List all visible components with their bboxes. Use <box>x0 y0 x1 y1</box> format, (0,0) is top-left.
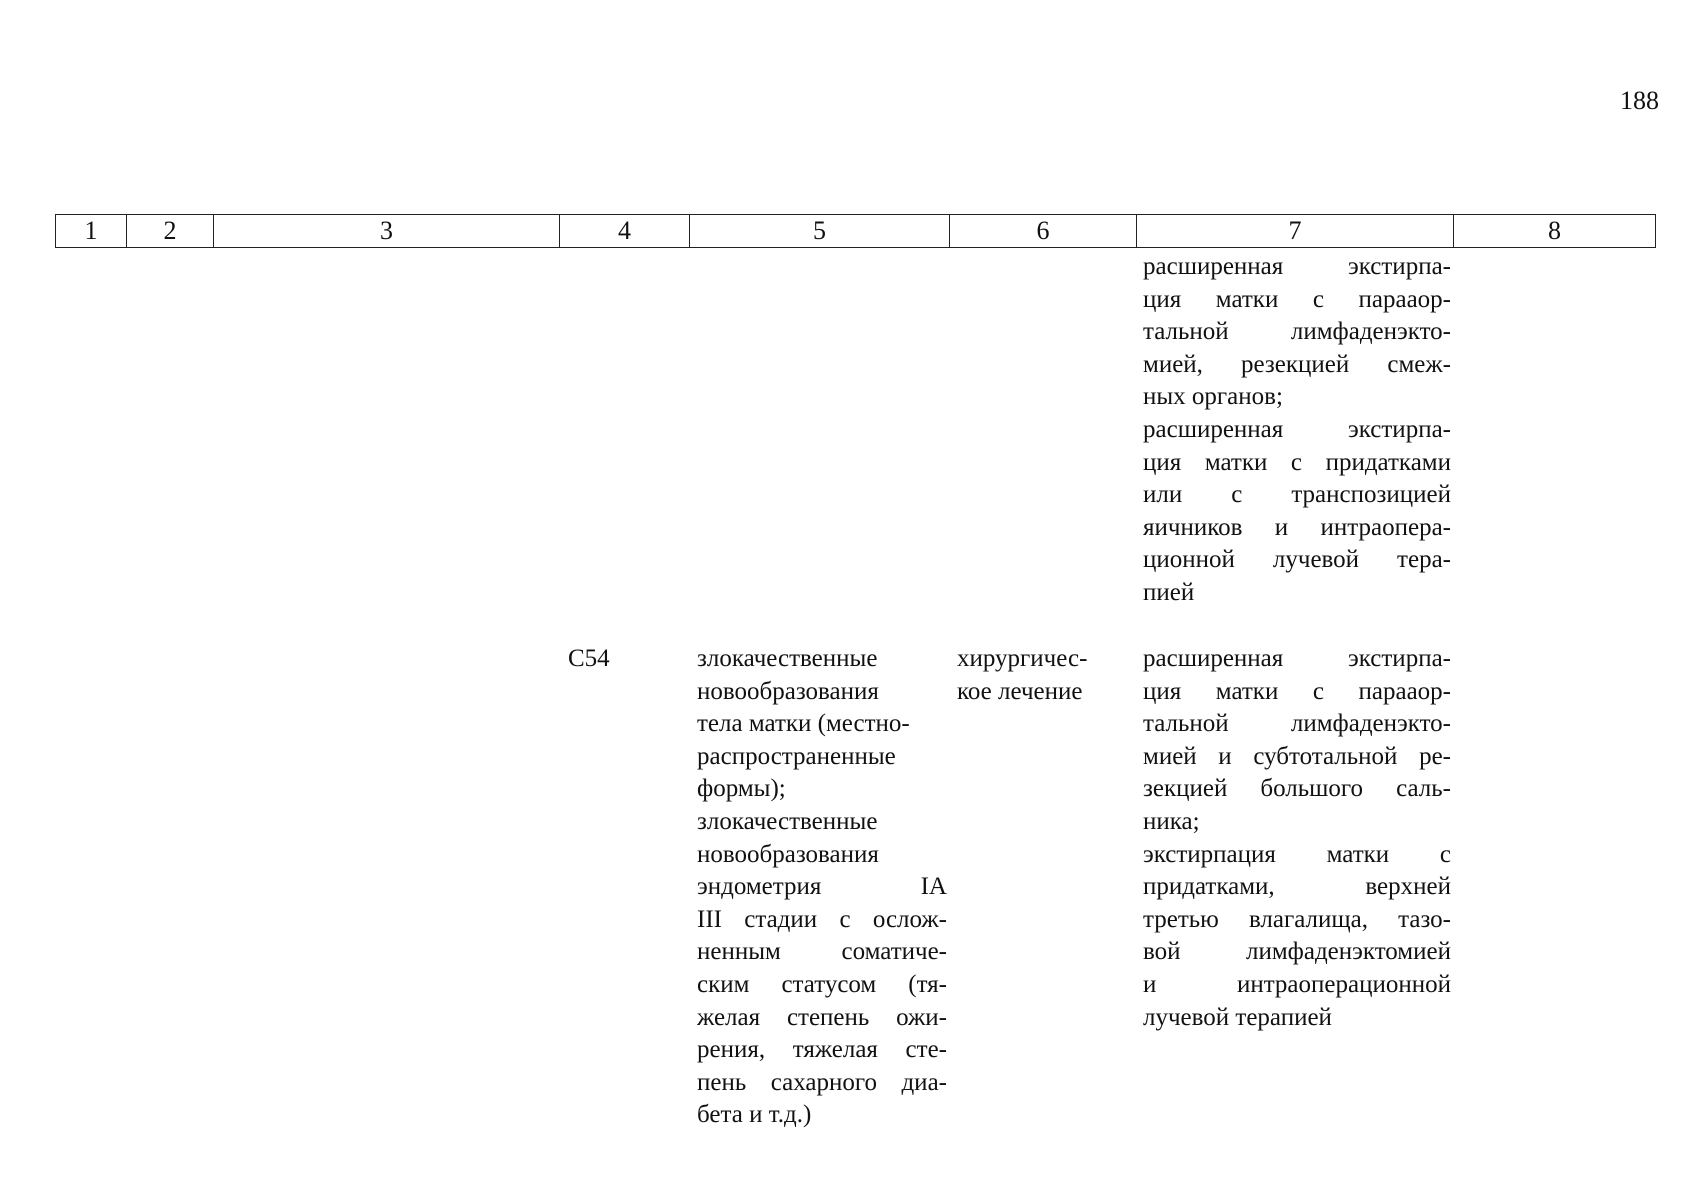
text-line: ским статусом (тя- <box>697 970 947 998</box>
text-line: ция матки с парааор- <box>1143 285 1451 313</box>
text-line: ненным соматиче- <box>697 938 947 966</box>
text-line: расширенная экстирпа- <box>1143 253 1451 280</box>
text-line: и интраоперационной <box>1143 970 1451 998</box>
text-line: ционной лучевой тера- <box>1143 546 1451 574</box>
text-line: тела матки (местно- <box>697 710 910 738</box>
text-line: ция матки с парааор- <box>1143 677 1451 705</box>
text-line: мией, резекцией смеж- <box>1143 350 1451 378</box>
text-line: зекцией большого саль- <box>1143 775 1451 803</box>
column-number-5: 5 <box>690 215 950 248</box>
text-line: мией и субтотальной ре- <box>1143 742 1451 770</box>
text-line: III стадии с ослож- <box>697 905 947 933</box>
text-line: расширенная экстирпа- <box>1143 645 1451 672</box>
text-line: злокачественные <box>697 807 878 835</box>
text-line: ция матки с придатками <box>1143 448 1451 476</box>
text-line: злокачественные <box>697 645 878 672</box>
text-line: яичников и интраопера- <box>1143 513 1451 541</box>
text-line: кое лечение <box>957 677 1083 705</box>
text-line: вой лимфаденэктомией <box>1143 938 1451 966</box>
text-line: тальной лимфаденэкто- <box>1143 318 1451 346</box>
column-number-header <box>55 214 1656 248</box>
text-line: эндометрия IA <box>697 873 947 901</box>
text-line: новообразования <box>697 840 879 868</box>
row1-surgery-description <box>1143 251 1451 610</box>
text-line: желая степень ожи- <box>697 1003 947 1031</box>
column-number-1: 1 <box>56 215 127 248</box>
row2-surgery-description <box>1143 643 1451 1034</box>
text-line: новообразования <box>697 677 879 705</box>
text-line: распространенные <box>697 742 896 770</box>
text-line: ника; <box>1143 807 1200 835</box>
text-line: тальной лимфаденэкто- <box>1143 710 1451 738</box>
page-number: 188 <box>1620 86 1659 115</box>
text-line: придатками, верхней <box>1143 873 1451 901</box>
text-line: пень сахарного диа- <box>697 1068 947 1096</box>
text-line: экстирпация матки с <box>1143 840 1451 868</box>
text-line: или с транспозицией <box>1143 481 1451 509</box>
row2-diagnosis-description <box>697 643 947 1132</box>
column-number-3: 3 <box>214 215 560 248</box>
text-line: ных органов; <box>1143 383 1283 411</box>
text-line: формы); <box>697 775 786 803</box>
text-line: лучевой терапией <box>1143 1003 1332 1031</box>
column-number-2: 2 <box>127 215 214 248</box>
text-line: третью влагалища, тазо- <box>1143 905 1451 933</box>
row2-treatment-type <box>957 643 1137 708</box>
column-number-6: 6 <box>950 215 1137 248</box>
text-line: расширенная экстирпа- <box>1143 415 1451 443</box>
column-number-4: 4 <box>560 215 690 248</box>
text-line: пией <box>1143 578 1195 606</box>
column-number-7: 7 <box>1137 215 1454 248</box>
row2-diagnosis-code: C54 <box>568 645 610 672</box>
column-number-8: 8 <box>1454 215 1656 248</box>
text-line: хирургичес- <box>957 645 1088 672</box>
text-line: бета и т.д.) <box>697 1101 812 1129</box>
text-line: рения, тяжелая сте- <box>697 1036 947 1064</box>
